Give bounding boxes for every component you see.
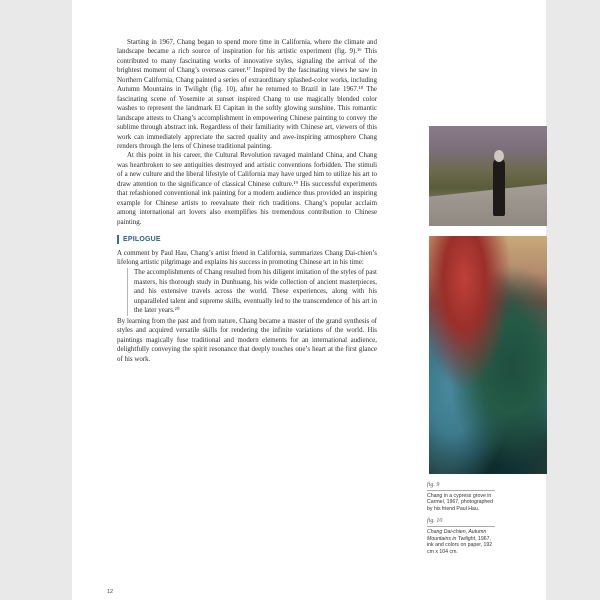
fig-10-text xyxy=(427,529,495,555)
figure-captions xyxy=(427,482,495,561)
paragraph-4: By learning from the past and from nature, Chang became a master of the grand synthesis of styles and acquired versatile skills for rendering the infinite variations of the world. His paintings magically fuse traditional and modern elements for an international audience, delightfully conveying the spirit resonance that deeply touches one’s heart at the first glance of his work. xyxy=(117,316,377,363)
main-text-column xyxy=(117,38,377,364)
quote-text: The accomplishments of Chang resulted from his diligent imitation of the styles of past masters, his thorough study in Dunhuang, his wide collection of ancient masterpieces, and his extensive travels across the world. These experiences, along with his unparalleled talent and supreme skills, eventually led to the transcendence of his art in the later years.²⁰ xyxy=(134,268,377,315)
photo-chang-cypress-grove xyxy=(429,126,547,226)
photo-figure-head xyxy=(494,150,504,162)
painting-autumn-mountains xyxy=(429,236,547,474)
fig-10-label: fig. 10 xyxy=(427,518,443,525)
fig-9-text: Chang in a cypress grove in Carmel, 1967, photographed by his friend Paul Hau. xyxy=(427,492,494,512)
photo-figure-robe xyxy=(493,158,505,216)
page-number: 12 xyxy=(107,589,114,595)
fig-9-label: fig. 9 xyxy=(427,482,440,488)
section-heading xyxy=(117,235,377,244)
photo-road xyxy=(429,184,547,226)
block-quote xyxy=(127,268,377,315)
caption-rule xyxy=(427,526,495,527)
caption-fig-9 xyxy=(427,482,495,512)
heading-accent-bar xyxy=(117,235,119,244)
caption-fig-10 xyxy=(427,518,495,555)
paragraph-2: At this point in his career, the Cultural Revolution ravaged mainland China, and Chang was heartbroken to see antiquities destroyed and artistic conventions forbidden. The stimuli of a new culture and the liberal lifestyle of California may have urged him to utilize his art to draw attention to the significance of classical Chinese culture.¹⁹ His successful experiments that refashioned conventional ink painting for a modern audience thus provided an inspiring example for Chinese artists to reevaluate their rich traditions. Chang’s popular acclaim among international art lovers also exemplifies his tremendous contribution to Chinese painting. xyxy=(117,151,377,226)
paragraph-1: Starting in 1967, Chang began to spend more time in California, where the climate and landscape became a rich source of inspiration for his artistic experiment (fig. 9).¹⁶ This contributed to many fascinating works of innovative styles, signaling the arrival of the brightest moment of Chang’s overseas career.¹⁷ Inspired by the fascinating views he saw in Northern California, Chang painted a series of extraordinary splashed-color works, including Autumn Mountains in Twilight (fig. 10), after he returned to Brazil in late 1967.¹⁸ The fascinating scene of Yosemite at sunset inspired Chang to use magically blended color washes to represent the landmark El Capitan in the softly glowing sunshine. This romantic landscape attests to Chang’s accomplishment in empowering Chinese painting to convey the sublime through abstract ink. Regardless of their familiarity with Chinese art, viewers of this work can immediately appreciate the sacred quality and awe-inspiring atmosphere Chang renders through the lens of Chinese traditional painting. xyxy=(117,38,377,150)
fig-10-details: , 1967, ink and colors on paper, 192 cm x 104 cm. xyxy=(427,535,493,555)
paragraph-3: A comment by Paul Hau, Chang’s artist friend in California, summarizes Chang Dai-chien’s lifelong artistic pilgrimage and explains his success in promoting Chinese art in his time: xyxy=(117,248,377,266)
heading-epilogue: EPILOGUE xyxy=(123,236,161,244)
caption-rule xyxy=(427,490,495,491)
fig-10-title: Chang Dai-chien, Autumn Mountains in Twilight xyxy=(427,528,487,542)
